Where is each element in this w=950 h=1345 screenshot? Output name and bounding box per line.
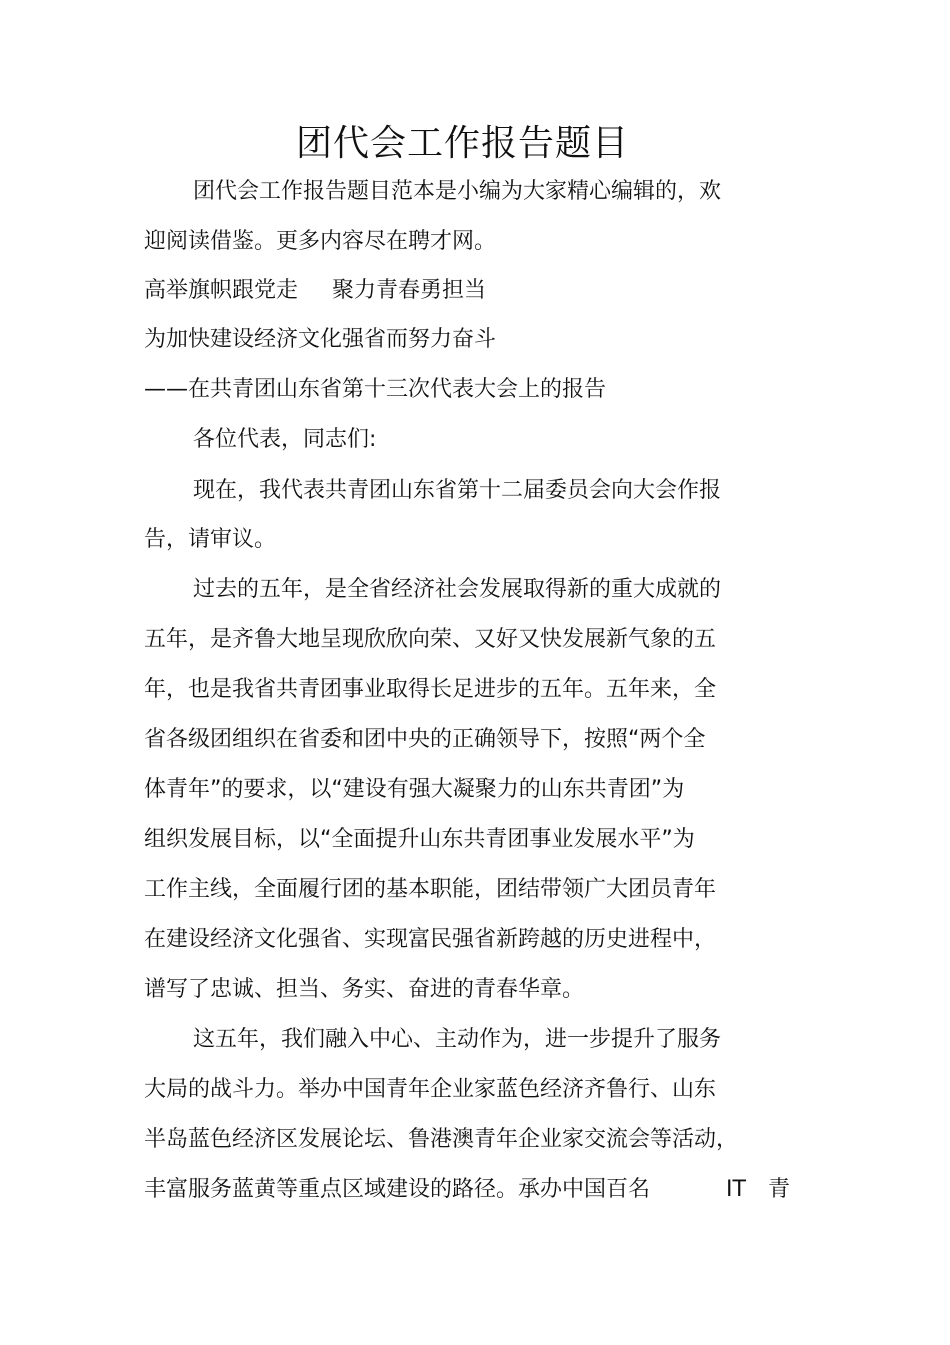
para1-line-2: 告，请审议。 [144,527,277,552]
para2-line-6: 组织发展目标，以“全面提升山东共青团事业发展水平”为 [144,827,695,852]
para2-line-8: 在建设经济文化强省、实现富民强省新跨越的历史进程中， [144,927,717,952]
para3-line-3: 半岛蓝色经济区发展论坛、鲁港澳青年企业家交流会等活动， [144,1127,739,1152]
para2-line-4: 省各级团组织在省委和团中央的正确领导下，按照“两个全 [144,727,706,752]
heading-line-2: 为加快建设经济文化强省而努力奋斗 [144,327,497,352]
heading-1-part-a: 高举旗帜跟党走 [144,278,299,303]
para3-line-4-part-a: 丰富服务蓝黄等重点区域建设的路径。承办中国百名 [144,1177,651,1202]
heading-1-part-b: 聚力青春勇担当 [332,278,487,303]
para2-line-1: 过去的五年，是全省经济社会发展取得新的重大成就的 [193,577,722,602]
heading-line-3: ——在共青团山东省第十三次代表大会上的报告 [144,377,607,402]
para3-line-4 [144,1174,790,1206]
para3-line-1: 这五年，我们融入中心、主动作为，进一步提升了服务 [193,1027,722,1052]
heading-line-1 [144,275,486,307]
para3-line-4-part-b: IT [726,1177,746,1202]
para1-line-1: 现在，我代表共青团山东省第十二届委员会向大会作报 [193,478,722,503]
para3-line-2: 大局的战斗力。举办中国青年企业家蓝色经济齐鲁行、山东 [144,1077,717,1102]
intro-line-1: 团代会工作报告题目范本是小编为大家精心编辑的，欢 [193,179,722,204]
para2-line-3: 年，也是我省共青团事业取得长足进步的五年。五年来，全 [144,677,717,702]
para2-line-2: 五年，是齐鲁大地呈现欣欣向荣、又好又快发展新气象的五 [144,627,717,652]
para2-line-7: 工作主线，全面履行团的基本职能，团结带领广大团员青年 [144,877,717,902]
intro-line-2: 迎阅读借鉴。更多内容尽在聘才网。 [144,229,497,254]
para3-line-4-part-c: 青 [767,1177,790,1202]
para2-line-9: 谱写了忠诚、担当、务实、奋进的青春华章。 [144,977,585,1002]
para2-line-5: 体青年”的要求，以“建设有强大凝聚力的山东共青团”为 [144,777,685,802]
salutation: 各位代表，同志们: [193,427,377,452]
document-title: 团代会工作报告题目 [295,123,629,164]
